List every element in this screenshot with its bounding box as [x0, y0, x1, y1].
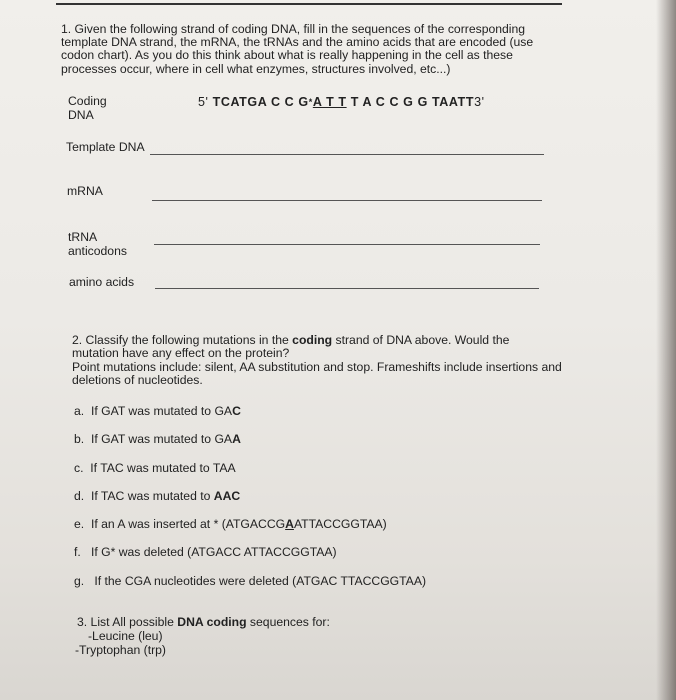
q2-intro-bold: coding	[292, 333, 333, 347]
seq-part-a: TCATGA C C G	[212, 95, 309, 109]
seq-part-b: A T T	[312, 95, 347, 109]
trna-answer-line[interactable]	[154, 244, 540, 245]
mrna-answer-line[interactable]	[152, 200, 542, 201]
page-edge-shadow	[656, 0, 676, 700]
item-letter: e.	[74, 517, 85, 531]
coding-dna-sequence	[198, 96, 485, 109]
item-text: If TAC was mutated to TAA	[90, 461, 236, 475]
item-letter: c.	[74, 461, 84, 475]
amino-acids-answer-line[interactable]	[155, 288, 539, 289]
item-bold: C	[232, 404, 241, 418]
item-text: If G* was deleted (ATGACC ATTACCGGTAA)	[90, 545, 337, 559]
q1-intro: 1. Given the following strand of coding DNA, fill in the sequences of the corresponding template DNA strand, the mRNA, the tRNAs and the amino acids that are encoded (use codon chart). As you do this think about what is really happening in the cell as these processes occur, where in cell what enzymes, structures involved, etc...)	[61, 22, 534, 76]
item-text: If an A was inserted at * (ATGACCG	[90, 517, 286, 531]
item-letter: f.	[74, 545, 81, 559]
mrna-label: mRNA	[67, 184, 103, 198]
q2-item-e	[74, 518, 387, 531]
seq-star: *	[308, 97, 313, 107]
q2-item-c	[74, 462, 236, 475]
q2-intro	[72, 334, 552, 360]
item-text: If GAT was mutated to GA	[90, 404, 233, 418]
amino-acids-label: amino acids	[69, 275, 135, 289]
item-letter: a.	[74, 404, 85, 418]
coding-label-line2: DNA	[68, 108, 94, 122]
q2-item-b	[74, 433, 241, 446]
q3-intro-b: sequences for:	[246, 615, 330, 629]
q2-item-d	[74, 490, 240, 503]
item-text: If TAC was mutated to	[90, 489, 214, 503]
item-bold: A	[285, 517, 294, 531]
template-dna-label: Template DNA	[66, 140, 145, 154]
trna-label-line2: anticodons	[68, 244, 127, 258]
item-letter: b.	[74, 432, 85, 446]
q2-intro-a: 2. Classify the following mutations in the	[72, 333, 293, 347]
seq-part-c: T A C C G G TAATT	[350, 95, 475, 109]
item-text: If GAT was mutated to GA	[90, 432, 233, 446]
q2-item-g	[74, 575, 426, 588]
item-bold: A	[213, 489, 223, 503]
q3-intro-bold: DNA coding	[177, 615, 247, 629]
q3-intro-a: 3. List All possible	[77, 615, 178, 629]
q3-leucine: -Leucine (leu)	[88, 629, 163, 643]
item-post: ATTACCGGTAA)	[293, 517, 387, 531]
top-rule	[56, 3, 562, 5]
seq-3prime: 3'	[474, 95, 485, 109]
item-letter: g.	[74, 574, 85, 588]
item-letter: d.	[74, 489, 85, 503]
seq-5prime: 5'	[198, 95, 209, 109]
coding-label-line1: Coding	[68, 94, 107, 108]
template-dna-answer-line[interactable]	[150, 154, 544, 155]
q2-item-f	[74, 546, 337, 559]
q3-tryptophan: -Tryptophan (trp)	[75, 643, 166, 657]
item-text: If the CGA nucleotides were deleted (ATGAC TTACCGGTAA)	[94, 574, 427, 588]
q2-note: Point mutations include: silent, AA substitution and stop. Frameshifts include insertions and deletions of nucleotides.	[72, 360, 562, 388]
item-post: AC	[222, 489, 241, 503]
item-bold: A	[232, 432, 241, 446]
trna-label-line1: tRNA	[68, 230, 98, 244]
q3-intro	[77, 616, 330, 629]
q2-intro-b: strand of DNA above. Would the mutation have any effect on the protein?	[72, 333, 510, 361]
q2-item-a	[74, 405, 241, 418]
